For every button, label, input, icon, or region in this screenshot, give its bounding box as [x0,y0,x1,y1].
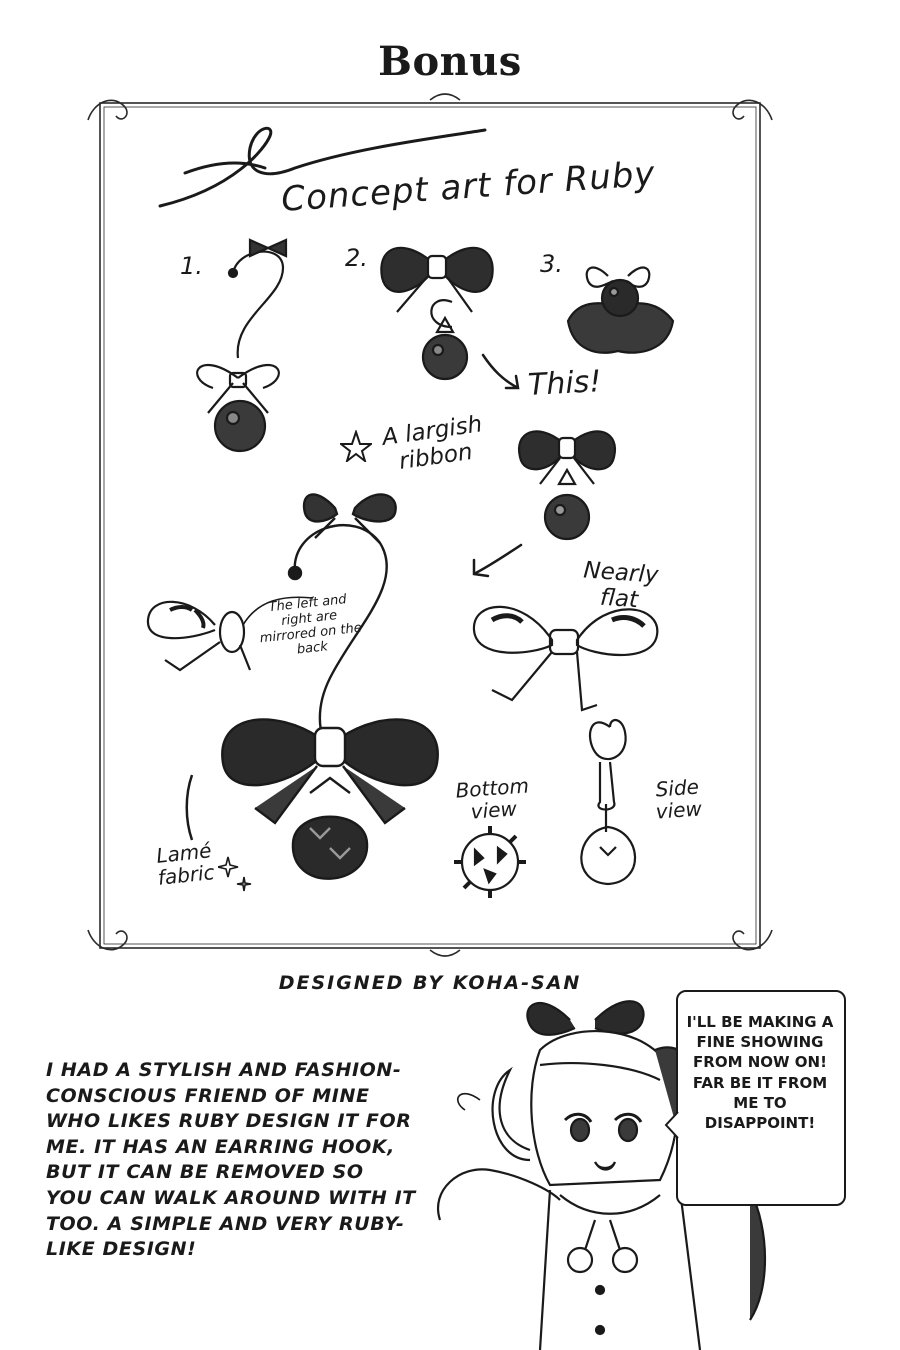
chosen-ribbon-earring-drawing [512,422,622,552]
concept-art-heading: Concept art for Ruby [280,153,657,220]
side-view-drawing [570,712,650,902]
flat-ribbon-drawing [462,590,672,720]
bottom-view-annotation: Bottom view [454,773,530,824]
mirrored-back-annotation: The left and right are mirrored on the back [259,592,363,658]
option-number-2: 2. [345,244,368,272]
option-number-3: 3. [540,250,563,278]
speech-bubble-text: I'LL BE MAKING A FINE SHOWING FROM NOW ON! FAR BE IT FROM ME TO DISAPPOINT! [686,1013,834,1133]
page-title: Bonus [378,38,522,85]
bottom-view-drawing [440,820,540,900]
option-number-1: 1. [180,252,203,280]
lame-fabric-annotation: Lamé fabric [155,838,216,890]
earring-concept-3-drawing [558,256,688,366]
side-view-annotation: Side view [654,774,703,824]
nearly-flat-annotation: Nearly flat [582,557,660,614]
earring-concept-1-drawing [178,228,318,460]
largish-ribbon-annotation: A largish ribbon [380,411,484,475]
this-annotation: This! [527,364,603,403]
arrow-to-choice [478,350,528,400]
sparkle-icon [218,855,254,895]
author-note: I HAD A STYLISH AND FASHION-CONSCIOUS FRIEND OF MINE WHO LIKES RUBY DESIGN IT FOR ME. IT HAS AN EARRING HOOK, BUT IT CAN BE REMOVED SO YOU CAN WALK AROUND WITH IT TOO. A SIMPLE AND VERY RUBY-LIKE DESIGN! [46,1059,416,1261]
arrow-to-final [466,540,526,580]
designer-credit: DESIGNED BY KOHA-SAN [278,972,582,994]
